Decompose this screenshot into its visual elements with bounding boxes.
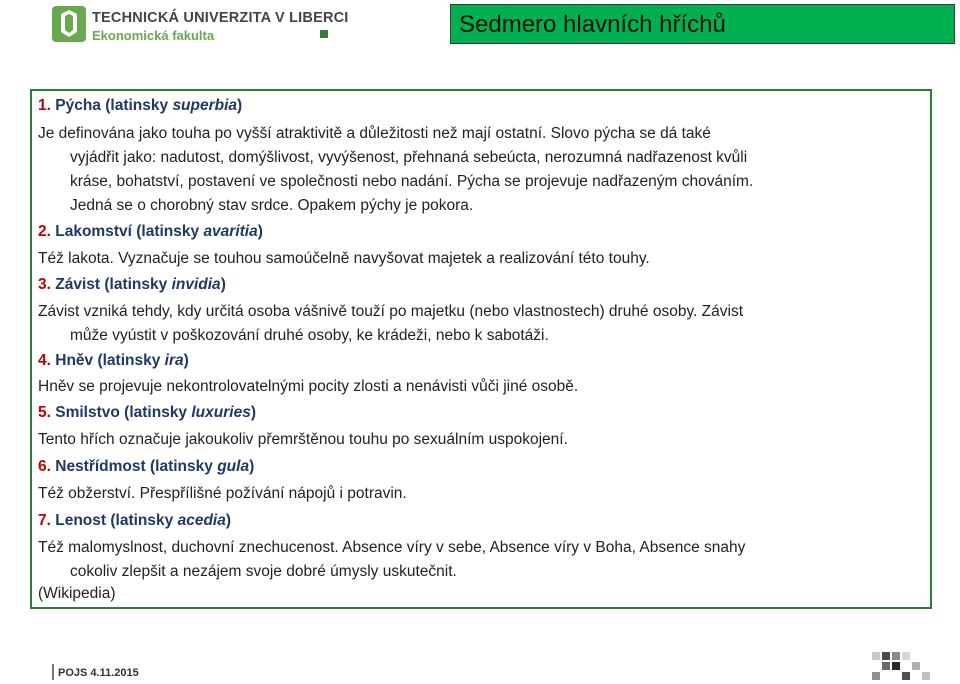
sin-latin: (latinsky gula)	[150, 458, 255, 475]
sin-latin: (latinsky acedia)	[110, 512, 232, 529]
sin-name: Hněv	[55, 352, 94, 369]
slide-title-box	[450, 4, 955, 44]
sin-heading	[38, 274, 226, 296]
sin-text-line: cokoliv zlepšit a nezájem svoje dobré úmysly uskutečnit.	[70, 563, 457, 580]
sin-latin: (latinsky luxuries)	[124, 404, 256, 421]
sin-number: 6.	[38, 458, 51, 475]
sin-heading	[38, 510, 231, 532]
sin-name: Smilstvo	[55, 404, 120, 421]
sin-name: Lenost	[55, 512, 107, 529]
content-box	[30, 89, 932, 609]
sin-latin: (latinsky avaritia)	[136, 223, 263, 240]
university-logo-icon	[52, 6, 86, 42]
sin-text-line: Závist vzniká tehdy, kdy určitá osoba vášnivě touží po majetku (nebo vlastnostech) druhé osoby. Závist	[38, 303, 744, 320]
footer-divider	[52, 664, 54, 680]
sin-latin: (latinsky invidia)	[104, 276, 226, 293]
sin-number: 1.	[38, 97, 51, 114]
sin-number: 5.	[38, 404, 51, 421]
sin-text-line: Též lakota. Vyznačuje se touhou samoúčelně navyšovat majetek a realizování této touhy.	[38, 250, 650, 267]
header	[0, 0, 960, 60]
logo-square	[320, 30, 328, 38]
sin-text-line: může vyústit v poškozování druhé osoby, ke krádeži, nebo k sabotáži.	[70, 327, 549, 344]
slide-title: Sedmero hlavních hříchů	[459, 11, 726, 38]
sin-text-line: vyjádřit jako: nadutost, domýšlivost, vyvýšenost, přehnaná sebeúcta, nerozumná nadřazenost kvůli	[70, 149, 748, 166]
sin-text-line: Je definována jako touha po vyšší atraktivitě a důležitosti než mají ostatní. Slovo pýcha se dá také	[38, 125, 711, 142]
sin-number: 4.	[38, 352, 51, 369]
sin-number: 3.	[38, 276, 51, 293]
sin-name: Nestřídmost	[55, 458, 146, 475]
sin-name: Pýcha	[55, 97, 101, 114]
decorative-squares-icon	[872, 650, 950, 680]
sin-text-line: Hněv se projevuje nekontrolovatelnými pocity zlosti a nenávisti vůči jiné osobě.	[38, 378, 579, 395]
university-name: TECHNICKÁ UNIVERZITA V LIBERCI	[92, 10, 349, 26]
sin-heading	[38, 95, 242, 117]
source-note: (Wikipedia)	[38, 585, 116, 602]
university-logo	[52, 6, 352, 46]
sin-text-line: Též obžerství. Přespřílišné požívání nápojů i potravin.	[38, 485, 407, 502]
sin-latin: (latinsky superbia)	[105, 97, 243, 114]
sin-text-line: Tento hřích označuje jakoukoliv přemrštěnou touhu po sexuálním uspokojení.	[38, 431, 568, 448]
sin-number: 2.	[38, 223, 51, 240]
sin-text-line: kráse, bohatství, postavení ve společnosti nebo nadání. Pýcha se projevuje nadřazeným chováním.	[70, 173, 754, 190]
sin-heading	[38, 402, 256, 424]
faculty-name: Ekonomická fakulta	[92, 28, 215, 43]
sin-text-line: Jedná se o chorobný stav srdce. Opakem pýchy je pokora.	[70, 197, 474, 214]
sin-heading	[38, 350, 189, 372]
sin-heading	[38, 221, 263, 243]
sin-latin: (latinsky ira)	[97, 352, 189, 369]
sin-heading	[38, 456, 254, 478]
footer-text: POJS 4.11.2015	[58, 667, 139, 679]
sin-number: 7.	[38, 512, 51, 529]
sin-name: Závist	[55, 276, 101, 293]
sin-text-line: Též malomyslnost, duchovní znechucenost. Absence víry v sebe, Absence víry v Boha, Absence snahy	[38, 539, 746, 556]
sin-name: Lakomství	[55, 223, 132, 240]
